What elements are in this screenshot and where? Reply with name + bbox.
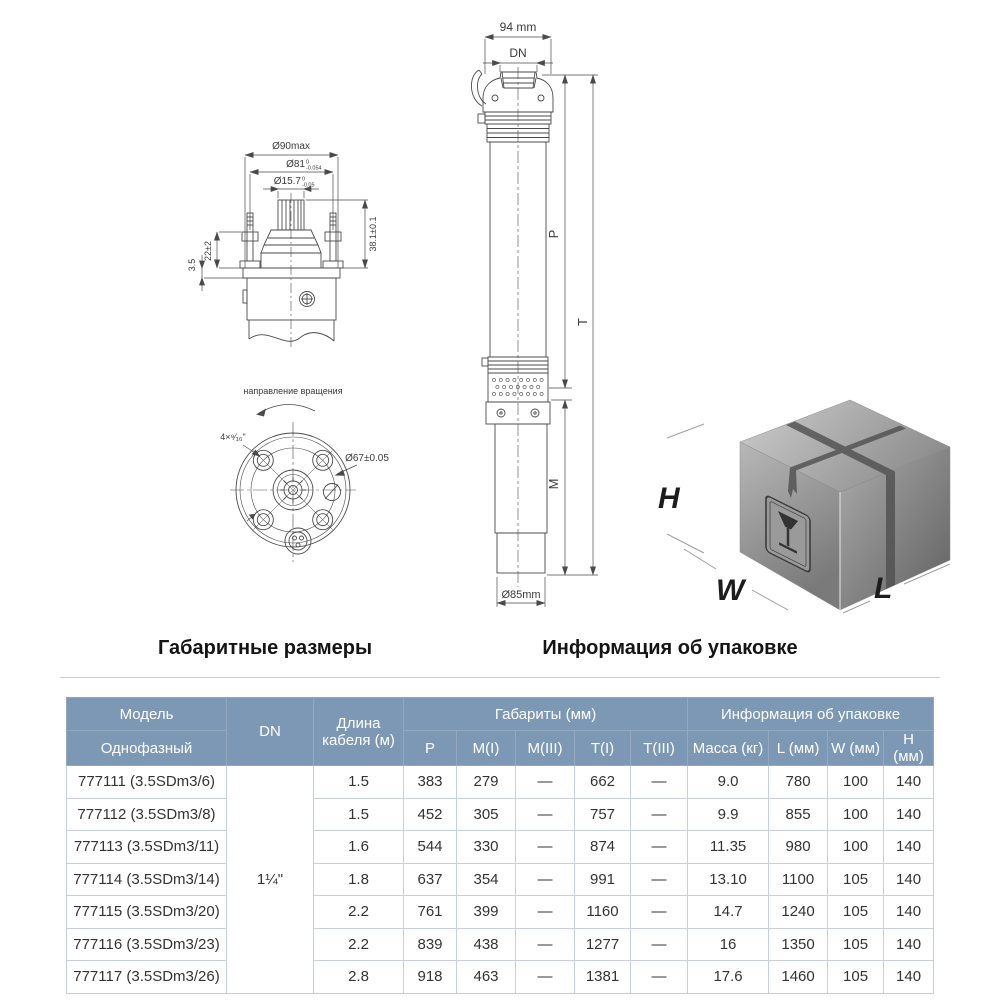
table-row: [67, 831, 934, 864]
cell-cable: 1.6: [314, 831, 404, 864]
spec-table: [66, 697, 934, 994]
header-dn: DN: [227, 698, 314, 766]
cell-tiii: —: [631, 863, 688, 896]
cell-ti: 757: [575, 798, 631, 831]
cell-mass: 16: [688, 928, 769, 961]
cell-p: 839: [404, 928, 457, 961]
cell-p: 761: [404, 896, 457, 929]
dim-d85-label: Ø85mm: [501, 589, 541, 601]
cell-cable: 1.5: [314, 766, 404, 799]
cell-w: 105: [828, 896, 884, 929]
dim-35-label: 3.5: [187, 258, 197, 272]
header-col-h: H (мм): [884, 731, 934, 766]
cell-l: 1350: [769, 928, 828, 961]
cell-w: 100: [828, 831, 884, 864]
cell-mass: 14.7: [688, 896, 769, 929]
pump-elevation-drawing: [445, 12, 610, 612]
header-model: Модель: [67, 698, 227, 731]
dim-d90-label: Ø90max: [272, 141, 310, 152]
cell-w: 105: [828, 863, 884, 896]
cell-mass: 17.6: [688, 961, 769, 994]
header-col-l: L (мм): [769, 731, 828, 766]
cell-mi: 305: [457, 798, 516, 831]
header-col-mi: M(I): [457, 731, 516, 766]
dim-d81-tol-bottom: -0.054: [306, 165, 322, 172]
cell-mi: 279: [457, 766, 516, 799]
cell-p: 452: [404, 798, 457, 831]
cell-l: 1240: [769, 896, 828, 929]
cell-l: 1100: [769, 863, 828, 896]
dimensions-section-title: Габаритные размеры: [157, 637, 373, 659]
dim-94mm-label: 94 mm: [499, 20, 537, 34]
table-row: [67, 896, 934, 929]
cell-model: 777115 (3.5SDm3/20): [67, 896, 227, 929]
table-row: [67, 863, 934, 896]
cell-miii: —: [516, 928, 575, 961]
cell-mass: 9.9: [688, 798, 769, 831]
packaging-section-title: Информация об упаковке: [542, 637, 798, 659]
cell-model: 777112 (3.5SDm3/8): [67, 798, 227, 831]
cell-w: 100: [828, 766, 884, 799]
cell-tiii: —: [631, 831, 688, 864]
section-divider: [60, 677, 940, 678]
cell-h: 140: [884, 766, 934, 799]
cell-h: 140: [884, 961, 934, 994]
table-row: [67, 766, 934, 799]
cell-l: 980: [769, 831, 828, 864]
dim-t-label: T: [575, 318, 590, 326]
cell-mass: 13.10: [688, 863, 769, 896]
cell-mass: 11.35: [688, 831, 769, 864]
cell-tiii: —: [631, 961, 688, 994]
dim-22-label: 22±2: [203, 241, 213, 261]
cell-ti: 874: [575, 831, 631, 864]
dim-381-label: 38.1±0.1: [368, 216, 378, 252]
header-row-2: [67, 731, 934, 766]
cell-model: 777111 (3.5SDm3/6): [67, 766, 227, 799]
cell-l: 780: [769, 766, 828, 799]
header-single-phase: Однофазный: [67, 731, 227, 766]
box-w-label: W: [716, 574, 745, 607]
header-dimensions-group: Габариты (мм): [404, 698, 688, 731]
cell-l: 1460: [769, 961, 828, 994]
table-row: [67, 798, 934, 831]
cell-model: 777116 (3.5SDm3/23): [67, 928, 227, 961]
dim-holes-label: 4×⁹⁄₁₆": [220, 432, 246, 442]
cell-dn-value: 1¼": [227, 766, 314, 994]
dim-p-label: P: [546, 229, 561, 239]
cell-model: 777113 (3.5SDm3/11): [67, 831, 227, 864]
cell-miii: —: [516, 831, 575, 864]
cell-mi: 330: [457, 831, 516, 864]
cell-mi: 399: [457, 896, 516, 929]
cell-miii: —: [516, 896, 575, 929]
rotation-direction-drawing: [135, 380, 395, 575]
cell-w: 105: [828, 928, 884, 961]
box-l-label: L: [874, 572, 893, 605]
cell-ti: 662: [575, 766, 631, 799]
cell-tiii: —: [631, 766, 688, 799]
cell-h: 140: [884, 798, 934, 831]
header-col-miii: M(III): [516, 731, 575, 766]
cell-h: 140: [884, 863, 934, 896]
cell-cable: 1.8: [314, 863, 404, 896]
rotation-direction-label: направление вращения: [243, 386, 343, 396]
cell-p: 637: [404, 863, 457, 896]
dim-m-label: M: [546, 478, 561, 490]
cell-tiii: —: [631, 896, 688, 929]
cell-tiii: —: [631, 928, 688, 961]
cell-cable: 2.2: [314, 928, 404, 961]
cell-miii: —: [516, 863, 575, 896]
header-col-w: W (мм): [828, 731, 884, 766]
cell-h: 140: [884, 928, 934, 961]
header-row-1: [67, 698, 934, 731]
cell-mass: 9.0: [688, 766, 769, 799]
header-col-ti: T(I): [575, 731, 631, 766]
dim-d157-label: Ø15.7: [273, 176, 301, 187]
header-packaging-group: Информация об упаковке: [688, 698, 934, 731]
package-box-drawing: [640, 392, 960, 620]
dim-d157-tol-top: 0: [302, 176, 306, 183]
cell-w: 105: [828, 961, 884, 994]
table-row: [67, 961, 934, 994]
dim-dn-label: DN: [509, 46, 527, 60]
cell-w: 100: [828, 798, 884, 831]
table-row: [67, 928, 934, 961]
cell-cable: 2.8: [314, 961, 404, 994]
cell-mi: 463: [457, 961, 516, 994]
header-col-p: P: [404, 731, 457, 766]
cell-ti: 991: [575, 863, 631, 896]
spec-table-body: [67, 766, 934, 994]
header-col-mass: Масса (кг): [688, 731, 769, 766]
cell-tiii: —: [631, 798, 688, 831]
dim-d81-label: Ø81: [286, 159, 305, 170]
cell-model: 777114 (3.5SDm3/14): [67, 863, 227, 896]
header-col-tiii: T(III): [631, 731, 688, 766]
cell-ti: 1381: [575, 961, 631, 994]
dim-d81-tol-top: 0: [306, 159, 310, 166]
header-cable-length: Длина кабеля (м): [314, 698, 404, 766]
cell-cable: 1.5: [314, 798, 404, 831]
dim-d157-tol-bottom: -0.05: [302, 182, 315, 189]
cell-p: 544: [404, 831, 457, 864]
dim-d67-label: Ø67±0.05: [345, 453, 389, 464]
cell-ti: 1277: [575, 928, 631, 961]
cell-p: 918: [404, 961, 457, 994]
cell-miii: —: [516, 798, 575, 831]
cell-miii: —: [516, 766, 575, 799]
cell-h: 140: [884, 831, 934, 864]
cell-cable: 2.2: [314, 896, 404, 929]
cell-miii: —: [516, 961, 575, 994]
box-h-label: H: [658, 482, 680, 515]
cell-mi: 438: [457, 928, 516, 961]
cell-p: 383: [404, 766, 457, 799]
cell-mi: 354: [457, 863, 516, 896]
pump-head-drawing: [135, 135, 385, 350]
cell-l: 855: [769, 798, 828, 831]
cell-ti: 1160: [575, 896, 631, 929]
cell-h: 140: [884, 896, 934, 929]
cell-model: 777117 (3.5SDm3/26): [67, 961, 227, 994]
